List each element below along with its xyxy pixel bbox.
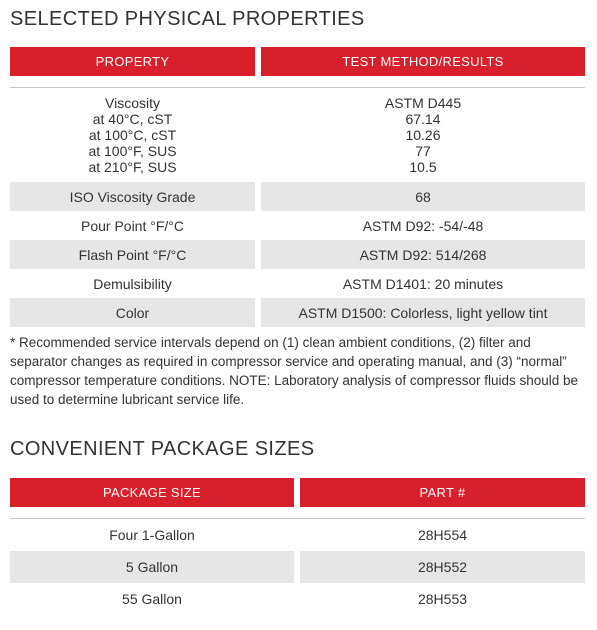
part-number-cell: 28H552 xyxy=(300,551,585,583)
table-row xyxy=(10,182,585,211)
viscosity-100c-value: 10.26 xyxy=(405,127,441,143)
property-cell: Color xyxy=(10,298,255,327)
table-row xyxy=(10,269,585,298)
property-cell: Demulsibility xyxy=(93,275,172,292)
result-cell: ASTM D92: 514/268 xyxy=(261,240,585,269)
result-cell: ASTM D1500: Colorless, light yellow tint xyxy=(261,298,585,327)
test-method-column-header: TEST METHOD/RESULTS xyxy=(261,47,585,76)
viscosity-100f-value: 77 xyxy=(415,143,431,159)
viscosity-result-cell xyxy=(261,88,585,182)
property-cell: Flash Point °F/°C xyxy=(10,240,255,269)
property-column-header: PROPERTY xyxy=(10,47,255,76)
viscosity-210f-label: at 210°F, SUS xyxy=(88,159,177,175)
package-size-cell: Four 1-Gallon xyxy=(109,527,195,543)
package-size-column-header: PACKAGE SIZE xyxy=(10,478,294,507)
package-sizes-table xyxy=(10,478,585,615)
part-number-cell: 28H553 xyxy=(417,591,468,607)
viscosity-100c-label: at 100°C, cST xyxy=(88,127,177,143)
table-row xyxy=(10,298,585,327)
table-row xyxy=(10,583,585,615)
package-sizes-title: CONVENIENT PACKAGE SIZES xyxy=(10,438,315,460)
part-number-column-header: PART # xyxy=(300,478,585,507)
footnote: * Recommended service intervals depend on (1) clean ambient conditions, (2) filter and separator changes as required in compressor service and operating manual, and (3) “normal” compressor temperature conditions. NOTE: Laboratory analysis of compressor fluids should be used to determine lubricant service life. xyxy=(10,335,579,407)
viscosity-property-cell xyxy=(10,88,255,182)
viscosity-40c-label: at 40°C, cST xyxy=(92,111,173,127)
table-row xyxy=(10,551,585,583)
package-size-cell: 55 Gallon xyxy=(122,591,182,607)
property-cell: ISO Viscosity Grade xyxy=(10,182,255,211)
viscosity-row xyxy=(10,88,585,182)
part-number-cell: 28H554 xyxy=(417,527,468,543)
viscosity-100f-label: at 100°F, SUS xyxy=(88,143,177,159)
table-row xyxy=(10,211,585,240)
physical-properties-table xyxy=(10,47,585,327)
viscosity-label: Viscosity xyxy=(105,95,160,111)
viscosity-210f-value: 10.5 xyxy=(409,159,437,175)
viscosity-method: ASTM D445 xyxy=(384,95,462,111)
table-row xyxy=(10,519,585,551)
result-cell: 68 xyxy=(261,182,585,211)
property-cell: Pour Point °F/°C xyxy=(80,217,184,234)
result-cell: ASTM D92: -54/-48 xyxy=(362,217,484,234)
physical-properties-title: SELECTED PHYSICAL PROPERTIES xyxy=(10,8,365,30)
table-row xyxy=(10,240,585,269)
result-cell: ASTM D1401: 20 minutes xyxy=(342,275,504,292)
viscosity-40c-value: 67.14 xyxy=(405,111,441,127)
package-size-cell: 5 Gallon xyxy=(10,551,294,583)
